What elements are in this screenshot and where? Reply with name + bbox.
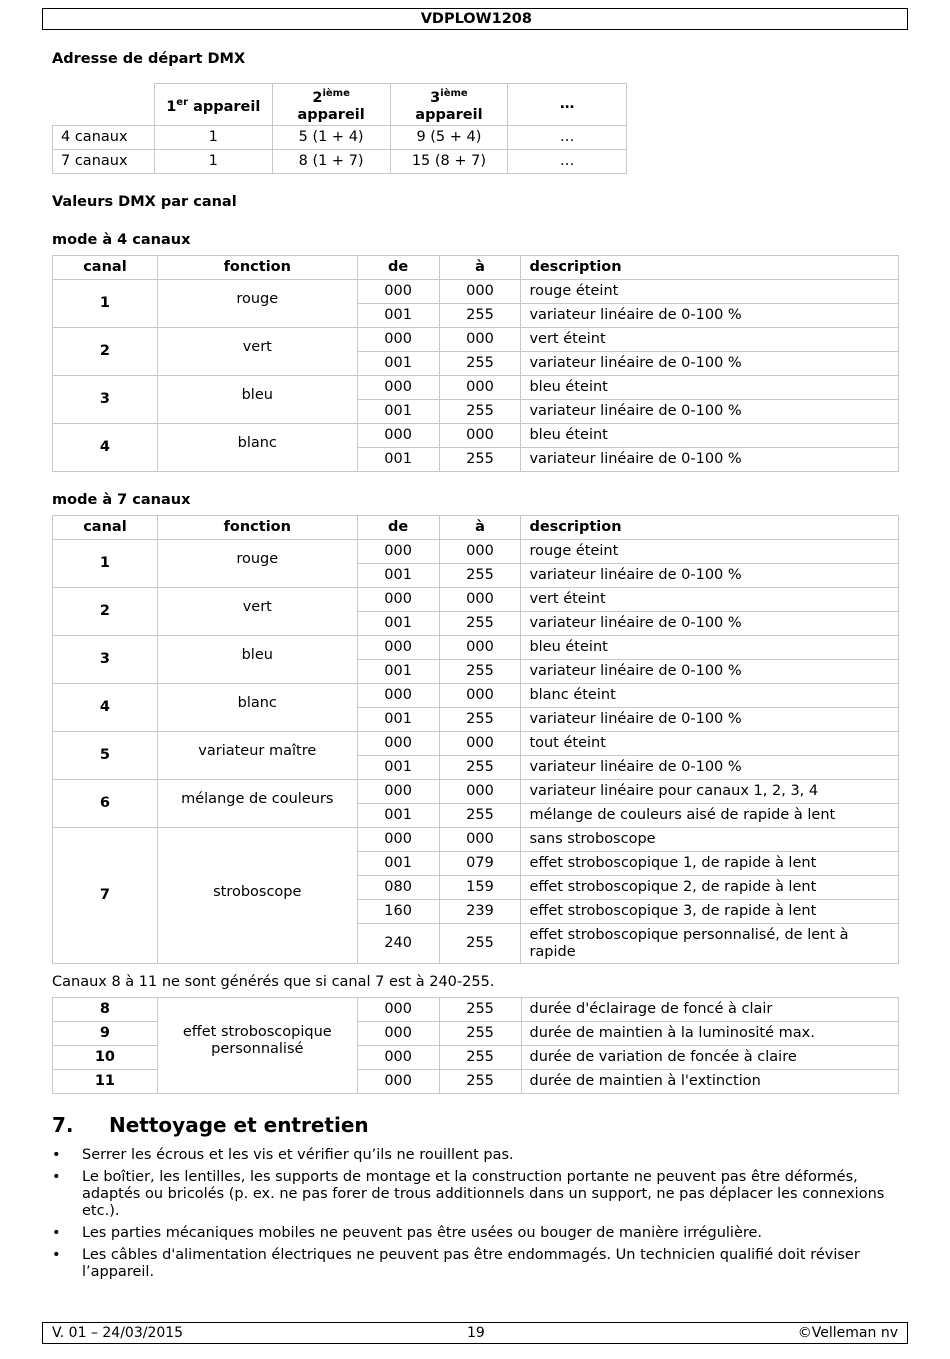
table-row: 1 rouge 000 000 rouge éteint: [53, 280, 899, 304]
table-row: 1 rouge 000 000 rouge éteint: [53, 540, 899, 564]
channel-number: 11: [53, 1070, 158, 1094]
table-row: 240 255 effet stroboscopique personnalisé, de lent à rapide: [53, 924, 899, 964]
channel-number: 8: [53, 998, 158, 1022]
channel-number: 4: [53, 684, 158, 732]
note-channels-8-11: Canaux 8 à 11 ne sont générés que si canal 7 est à 240-255.: [52, 974, 495, 990]
table-row: 001 255 mélange de couleurs aisé de rapide à lent: [53, 804, 899, 828]
mode7-title: mode à 7 canaux: [52, 492, 191, 508]
col-canal: canal: [53, 516, 158, 540]
col-a: à: [439, 516, 521, 540]
footer-version: V. 01 – 24/03/2015: [52, 1325, 184, 1341]
mode4-title: mode à 4 canaux: [52, 232, 191, 248]
channel-number: 4: [53, 424, 158, 472]
col-3rd-device: 3ième appareil: [390, 84, 508, 126]
section-title: 7. Nettoyage et entretien: [52, 1113, 369, 1137]
col-description: description: [521, 256, 899, 280]
table-row: 5 variateur maître 000 000 tout éteint: [53, 732, 899, 756]
channel-number: 2: [53, 328, 158, 376]
page-footer: [42, 1322, 908, 1344]
channel-number: 5: [53, 732, 158, 780]
channel-function: blanc: [157, 684, 357, 732]
table-row: 6 mélange de couleurs 000 000 variateur linéaire pour canaux 1, 2, 3, 4: [53, 780, 899, 804]
channel-function: bleu: [157, 636, 357, 684]
table-row: 3 bleu 000 000 bleu éteint: [53, 376, 899, 400]
page-number: 19: [467, 1325, 485, 1341]
col-de: de: [357, 256, 439, 280]
col-2nd-device: 2ième appareil: [272, 84, 390, 126]
list-item: • Le boîtier, les lentilles, les supports de montage et la construction portante ne peuvent pas être déformés, adaptés ou bricolés (p. ex. ne pas forer de trous additionnels dans un support, ne pas déplacer les connexions etc.).: [52, 1169, 892, 1220]
list-item: • Les parties mécaniques mobiles ne peuvent pas être usées ou bouger de manière irrégulière.: [52, 1225, 892, 1242]
table-row: 001 079 effet stroboscopique 1, de rapide à lent: [53, 852, 899, 876]
channel-function: variateur maître: [157, 732, 357, 780]
dmx-values-title: Valeurs DMX par canal: [52, 194, 237, 210]
table-row: 001 255 variateur linéaire de 0-100 %: [53, 448, 899, 472]
table-row: 080 159 effet stroboscopique 2, de rapide à lent: [53, 876, 899, 900]
channel-number: 9: [53, 1022, 158, 1046]
col-fonction: fonction: [157, 516, 357, 540]
channel-number: 7: [53, 828, 158, 964]
table-row: 001 255 variateur linéaire de 0-100 %: [53, 352, 899, 376]
list-item: • Serrer les écrous et les vis et vérifier qu’ils ne rouillent pas.: [52, 1147, 892, 1164]
extra-channels-table: [52, 997, 899, 1094]
table-row: 7 stroboscope 000 000 sans stroboscope: [53, 828, 899, 852]
table-header-row: [53, 84, 627, 126]
channel-function: vert: [157, 328, 357, 376]
footer-copyright: ©Velleman nv: [797, 1325, 898, 1341]
channel-number: 2: [53, 588, 158, 636]
channel-number: 6: [53, 780, 158, 828]
col-a: à: [439, 256, 521, 280]
channel-function: bleu: [157, 376, 357, 424]
col-de: de: [357, 516, 439, 540]
channel-number: 10: [53, 1046, 158, 1070]
table-row: 3 bleu 000 000 bleu éteint: [53, 636, 899, 660]
table-row: 001 255 variateur linéaire de 0-100 %: [53, 756, 899, 780]
channel-function: stroboscope: [157, 828, 357, 964]
table-row: 2 vert 000 000 vert éteint: [53, 588, 899, 612]
dmx-address-title: Adresse de départ DMX: [52, 51, 246, 67]
table-row: 11 000 255 durée de maintien à l'extinction: [53, 1070, 899, 1094]
table-row: 7 canaux 1 8 (1 + 7) 15 (8 + 7) …: [53, 150, 627, 174]
table-row: 001 255 variateur linéaire de 0-100 %: [53, 400, 899, 424]
dmx-address-table: [52, 83, 627, 174]
channel-function: vert: [157, 588, 357, 636]
table-row: 001 255 variateur linéaire de 0-100 %: [53, 660, 899, 684]
channel-number: 3: [53, 636, 158, 684]
table-row: 10 000 255 durée de variation de foncée à claire: [53, 1046, 899, 1070]
page-header: [42, 8, 908, 30]
list-item: • Les câbles d'alimentation électriques ne peuvent pas être endommagés. Un technicien qualifié doit réviser l’appareil.: [52, 1247, 892, 1281]
maintenance-list: [52, 1147, 892, 1286]
table-row: 160 239 effet stroboscopique 3, de rapide à lent: [53, 900, 899, 924]
channel-number: 1: [53, 280, 158, 328]
table-row: 8 effet stroboscopique personnalisé 000 255 durée d'éclairage de foncé à clair: [53, 998, 899, 1022]
channel-function: blanc: [157, 424, 357, 472]
table-row: 4 blanc 000 000 blanc éteint: [53, 684, 899, 708]
table-row: 4 blanc 000 000 bleu éteint: [53, 424, 899, 448]
channel-function: effet stroboscopique personnalisé: [157, 998, 357, 1094]
table-row: 001 255 variateur linéaire de 0-100 %: [53, 564, 899, 588]
col-1st-device: 1er appareil: [154, 84, 272, 126]
document-code: VDPLOW1208: [420, 11, 532, 27]
channel-function: rouge: [157, 540, 357, 588]
col-fonction: fonction: [157, 256, 357, 280]
table-row: 001 255 variateur linéaire de 0-100 %: [53, 612, 899, 636]
mode4-table: [52, 255, 899, 472]
table-header-row: [53, 256, 899, 280]
col-description: description: [521, 516, 899, 540]
table-row: 4 canaux 1 5 (1 + 4) 9 (5 + 4) …: [53, 126, 627, 150]
table-row: 001 255 variateur linéaire de 0-100 %: [53, 304, 899, 328]
mode7-table: [52, 515, 899, 964]
channel-function: mélange de couleurs: [157, 780, 357, 828]
col-more: …: [508, 84, 627, 126]
table-row: 001 255 variateur linéaire de 0-100 %: [53, 708, 899, 732]
table-header-row: [53, 516, 899, 540]
channel-number: 1: [53, 540, 158, 588]
table-row: 2 vert 000 000 vert éteint: [53, 328, 899, 352]
channel-number: 3: [53, 376, 158, 424]
channel-function: rouge: [157, 280, 357, 328]
table-row: 9 000 255 durée de maintien à la luminosité max.: [53, 1022, 899, 1046]
col-canal: canal: [53, 256, 158, 280]
